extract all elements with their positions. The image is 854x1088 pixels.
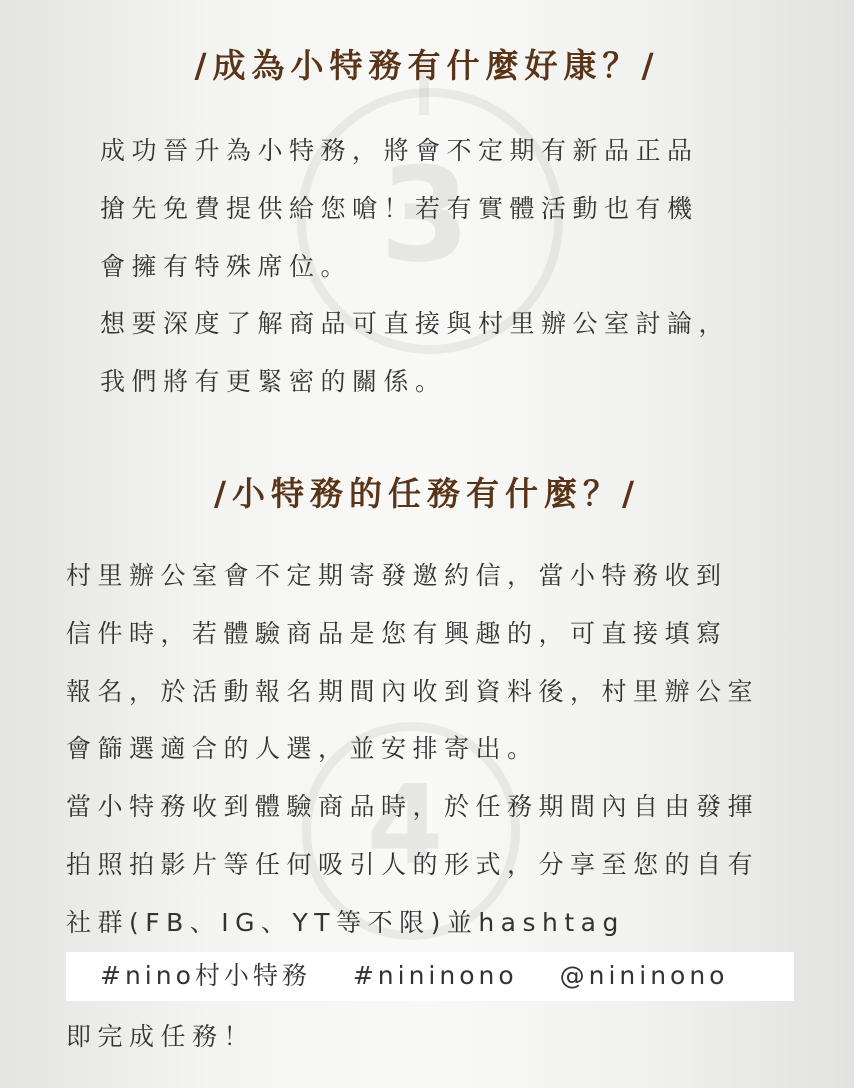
- hashtag: #nino村小特務: [100, 961, 311, 990]
- section-1-line: 成功晉升為小特務，將會不定期有新品正品: [100, 136, 699, 165]
- hashtag-list: [100, 956, 758, 992]
- account-handle: @nininono: [559, 961, 729, 990]
- section-1-line: 會擁有特殊席位。: [100, 252, 353, 281]
- section-1-line: 想要深度了解商品可直接與村里辦公室討論，: [100, 309, 731, 338]
- section-2-line: 社群(FB、IG、YT等不限)並hashtag: [66, 908, 625, 937]
- section-2-line: 會篩選適合的人選，並安排寄出。: [66, 734, 539, 763]
- section-2-line: 信件時，若體驗商品是您有興趣的，可直接填寫: [66, 619, 728, 648]
- step-3-number-decoration: 3: [379, 139, 471, 291]
- section-2-line: 當小特務收到體驗商品時，於任務期間內自由發揮: [66, 792, 760, 821]
- section-2-line: 拍照拍影片等任何吸引人的形式，分享至您的自有: [66, 850, 760, 879]
- section-1-heading: /成為小特務有什麼好康？/: [194, 46, 660, 85]
- step-4-number-decoration: 4: [366, 761, 444, 889]
- section-2-heading: /小特務的任務有什麼？/: [213, 474, 641, 513]
- hashtag: #nininono: [352, 961, 518, 990]
- section-2-closing: 即完成任務！: [66, 1022, 256, 1051]
- section-1-line: 搶先免費提供給您嗆！若有實體活動也有機: [100, 194, 699, 223]
- section-2-line: 報名，於活動報名期間內收到資料後，村里辦公室: [66, 677, 760, 706]
- section-2-line: 村里辦公室會不定期寄發邀約信，當小特務收到: [66, 561, 728, 590]
- section-1-line: 我們將有更緊密的關係。: [100, 367, 447, 396]
